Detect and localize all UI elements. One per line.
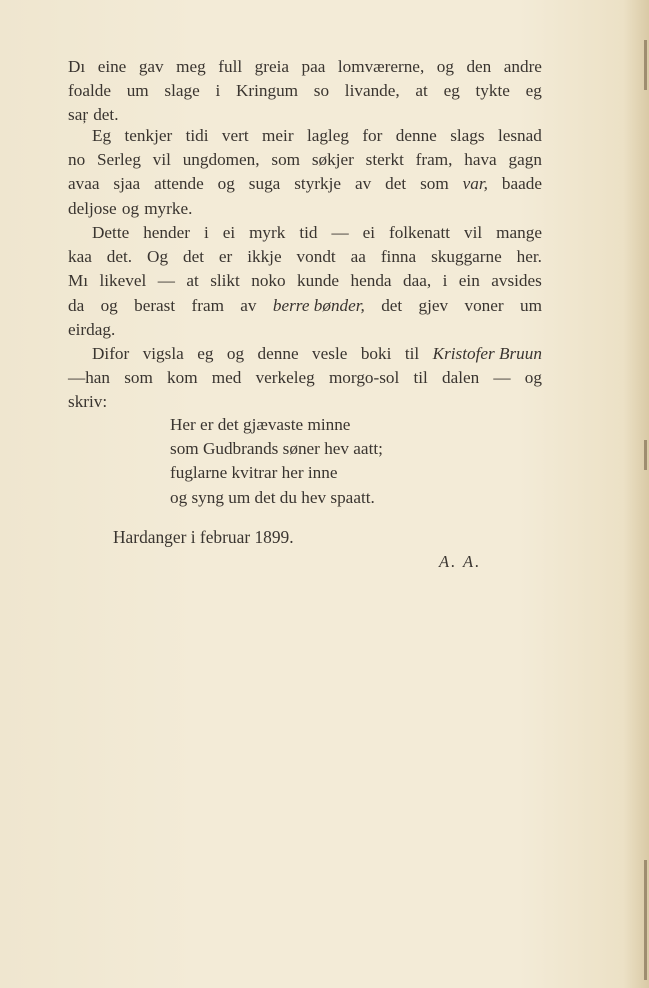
word: eg xyxy=(525,81,542,101)
word: er xyxy=(218,247,233,267)
page-edge-mark xyxy=(644,860,647,980)
page-edge-mark xyxy=(644,40,647,90)
word: skuggarne xyxy=(431,247,502,267)
word: um xyxy=(519,295,542,315)
word: full xyxy=(218,57,243,76)
word: no xyxy=(68,150,86,170)
word: um xyxy=(126,81,149,101)
text-line xyxy=(68,366,542,390)
word: eine xyxy=(97,57,127,76)
word: av xyxy=(354,174,372,194)
word: her. xyxy=(516,247,542,267)
word: som xyxy=(124,368,153,388)
text-line xyxy=(68,342,542,366)
word: —han xyxy=(68,368,111,388)
word: kom xyxy=(167,368,198,388)
word: avsides xyxy=(491,271,542,291)
word: og xyxy=(217,174,235,194)
word: vil xyxy=(464,223,483,242)
text-line xyxy=(68,55,542,79)
word: tykte xyxy=(475,81,510,101)
word: henda xyxy=(350,271,392,291)
word: suga xyxy=(248,174,281,194)
word: ei xyxy=(362,223,375,242)
text-line xyxy=(68,390,542,414)
word: berast xyxy=(134,295,176,315)
word: vert xyxy=(221,126,249,145)
word: sjaa xyxy=(113,174,141,194)
word: søkjer xyxy=(311,150,354,170)
word: dalen xyxy=(442,368,480,388)
word: fram xyxy=(191,295,224,315)
word: vesle xyxy=(312,344,348,363)
word: livande, xyxy=(344,81,400,101)
paragraph xyxy=(68,55,542,128)
word: som xyxy=(420,174,449,194)
word: hava xyxy=(464,150,497,170)
dateline: Hardanger i februar 1899. xyxy=(113,527,294,547)
word: sterkt xyxy=(365,150,404,170)
word: likevel xyxy=(99,271,147,291)
word: og xyxy=(436,57,454,76)
word: Dette xyxy=(92,223,130,242)
word: det. xyxy=(106,247,133,267)
word: tidi xyxy=(185,126,209,145)
word: med xyxy=(211,368,242,388)
word: i xyxy=(203,223,209,242)
poem-stanza xyxy=(170,413,383,510)
word: kunde xyxy=(297,271,340,291)
word: tid xyxy=(299,223,318,242)
word: ungdomen, xyxy=(182,150,260,170)
word: paa xyxy=(301,57,326,76)
word: mange xyxy=(496,223,542,242)
word: det. xyxy=(93,105,119,125)
word: boki xyxy=(360,344,392,363)
poem-line: som Gudbrands søner hev aatt; xyxy=(170,439,383,459)
word: aa xyxy=(350,247,366,267)
text-line xyxy=(68,221,542,245)
word: verkeleg xyxy=(255,368,315,388)
word: for xyxy=(362,126,383,145)
word: attende xyxy=(154,174,204,194)
word: skriv: xyxy=(68,392,108,412)
word: voner xyxy=(464,295,504,315)
word: som xyxy=(271,150,301,170)
word: var, xyxy=(462,174,488,194)
text-line xyxy=(68,79,542,103)
word: noko xyxy=(251,271,286,291)
word: Eg xyxy=(92,126,112,145)
word: avaa xyxy=(68,174,100,194)
word: og xyxy=(100,295,118,315)
text-line xyxy=(68,245,542,269)
paragraph xyxy=(68,342,542,415)
word: daa, xyxy=(402,271,432,291)
word: det xyxy=(381,295,403,315)
word: greia xyxy=(254,57,289,76)
paragraph xyxy=(68,221,542,342)
word: Kristofer Bruun xyxy=(432,344,542,363)
word: at xyxy=(186,271,199,291)
word: av xyxy=(240,295,257,315)
word: andre xyxy=(503,57,542,76)
word: myrk xyxy=(249,223,286,242)
word: og xyxy=(226,344,245,363)
word: det xyxy=(385,174,407,194)
word: Kringum xyxy=(235,81,299,101)
word: kaa xyxy=(68,247,92,267)
word: Dı xyxy=(68,57,86,76)
word: vigsla xyxy=(142,344,184,363)
word: — xyxy=(157,271,175,291)
word: og xyxy=(524,368,542,388)
word: i xyxy=(215,81,221,101)
word: tenkjer xyxy=(124,126,173,145)
word: baade xyxy=(501,174,542,194)
signature: A. A. xyxy=(439,552,482,571)
word: til xyxy=(404,344,420,363)
paragraph xyxy=(68,124,542,221)
word: vil xyxy=(152,150,171,170)
word: fram, xyxy=(415,150,453,170)
word: at xyxy=(415,81,428,101)
word: denne xyxy=(257,344,299,363)
text-line xyxy=(68,148,542,172)
word: Serleg xyxy=(97,150,141,170)
word: det xyxy=(182,247,204,267)
word: so xyxy=(313,81,330,101)
word: slags xyxy=(450,126,485,145)
word: eg xyxy=(197,344,214,363)
word: saŗ xyxy=(68,105,89,125)
word: styrkje xyxy=(294,174,342,194)
word: denne xyxy=(395,126,437,145)
poem-line: og syng um det du hev spaatt. xyxy=(170,487,375,507)
word: ein xyxy=(458,271,480,291)
word: lesnad xyxy=(497,126,542,145)
word: slikt xyxy=(210,271,240,291)
word: myrke. xyxy=(144,198,193,218)
word: den xyxy=(466,57,492,76)
word: Mı xyxy=(68,271,89,291)
word: vondt xyxy=(296,247,336,267)
text-line xyxy=(68,269,542,293)
word: gagn xyxy=(508,150,542,170)
word: gjev xyxy=(418,295,449,315)
word: hender xyxy=(143,223,190,242)
word: finna xyxy=(380,247,417,267)
word: folkenatt xyxy=(388,223,451,242)
text-line xyxy=(68,124,542,148)
word: da xyxy=(68,295,85,315)
poem-line: fuglarne kvitrar her inne xyxy=(170,463,338,483)
poem-line: Her er det gjævaste minne xyxy=(170,415,351,434)
word: — xyxy=(493,368,511,388)
text-line xyxy=(68,172,542,196)
word: lagleg xyxy=(306,126,349,145)
word: berre bønder, xyxy=(272,295,365,315)
word: meg xyxy=(176,57,206,76)
word: til xyxy=(413,368,428,388)
text-line xyxy=(68,197,542,221)
word: Difor xyxy=(92,344,130,363)
word: og xyxy=(121,198,140,218)
word: deljose xyxy=(68,198,117,218)
word: meir xyxy=(262,126,294,145)
word: — xyxy=(331,223,349,242)
word: ei xyxy=(222,223,236,242)
page-edge-mark xyxy=(644,440,647,470)
word: i xyxy=(442,271,448,291)
word: gav xyxy=(138,57,164,76)
word: foalde xyxy=(68,81,111,101)
word: eg xyxy=(443,81,460,101)
word: ikkje xyxy=(247,247,282,267)
word: Og xyxy=(147,247,169,267)
word: morgo-sol xyxy=(328,368,400,388)
word: slage xyxy=(164,81,200,101)
text-line xyxy=(68,294,542,318)
word: lomværerne, xyxy=(337,57,425,76)
word: eirdag. xyxy=(68,319,116,339)
text-line xyxy=(68,318,542,342)
